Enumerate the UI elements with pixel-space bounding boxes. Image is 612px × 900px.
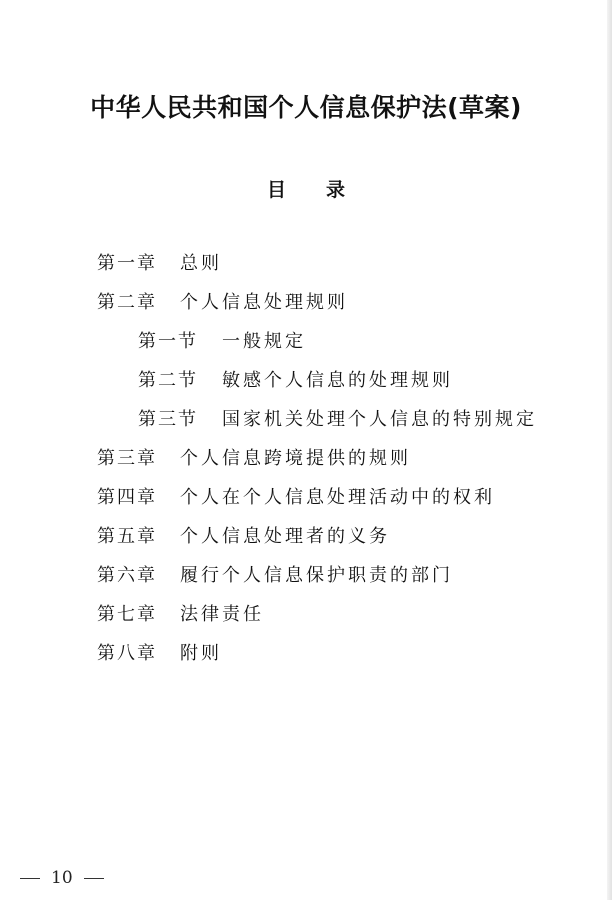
toc-entry-chapter-5[interactable] (0, 523, 612, 562)
footer-dash-right (84, 878, 104, 879)
toc-entry-chapter-1[interactable] (0, 250, 612, 289)
toc-entry-chapter-4[interactable] (0, 484, 612, 523)
toc-entry-number: 第六章 (97, 565, 157, 586)
toc-entry-number: 第三章 (97, 448, 157, 469)
toc-entry-title: 附则 (180, 643, 222, 664)
toc-entry-number: 第七章 (97, 604, 157, 625)
table-of-contents (0, 250, 612, 679)
document-title: 中华人民共和国个人信息保护法(草案) (90, 93, 522, 122)
toc-entry-title: 敏感个人信息的处理规则 (222, 370, 453, 391)
toc-entry-number: 第一章 (97, 253, 157, 274)
toc-entry-section-2[interactable] (0, 367, 612, 406)
toc-entry-title: 国家机关处理个人信息的特别规定 (222, 409, 537, 430)
page-number-footer (20, 868, 104, 888)
toc-entry-number: 第二章 (97, 292, 157, 313)
toc-entry-number: 第五章 (97, 526, 157, 547)
toc-entry-number: 第二节 (138, 370, 198, 391)
toc-entry-chapter-3[interactable] (0, 445, 612, 484)
toc-entry-section-3[interactable] (0, 406, 612, 445)
toc-entry-title: 个人信息处理者的义务 (180, 526, 390, 547)
toc-entry-title: 履行个人信息保护职责的部门 (180, 565, 453, 586)
toc-entry-chapter-6[interactable] (0, 562, 612, 601)
toc-heading: 目录 (266, 179, 385, 201)
toc-entry-number: 第三节 (138, 409, 198, 430)
toc-entry-chapter-2[interactable] (0, 289, 612, 328)
toc-entry-section-1[interactable] (0, 328, 612, 367)
page-number: 10 (51, 868, 73, 888)
toc-entry-title: 个人信息跨境提供的规则 (180, 448, 411, 469)
toc-entry-number: 第八章 (97, 643, 157, 664)
toc-entry-title: 个人在个人信息处理活动中的权利 (180, 487, 495, 508)
toc-entry-title: 一般规定 (222, 331, 306, 352)
toc-entry-title: 个人信息处理规则 (180, 292, 348, 313)
toc-entry-number: 第一节 (138, 331, 198, 352)
toc-entry-title: 总则 (180, 253, 222, 274)
toc-entry-title: 法律责任 (180, 604, 264, 625)
toc-entry-chapter-7[interactable] (0, 601, 612, 640)
toc-entry-chapter-8[interactable] (0, 640, 612, 679)
footer-dash-left (20, 878, 40, 879)
toc-entry-number: 第四章 (97, 487, 157, 508)
